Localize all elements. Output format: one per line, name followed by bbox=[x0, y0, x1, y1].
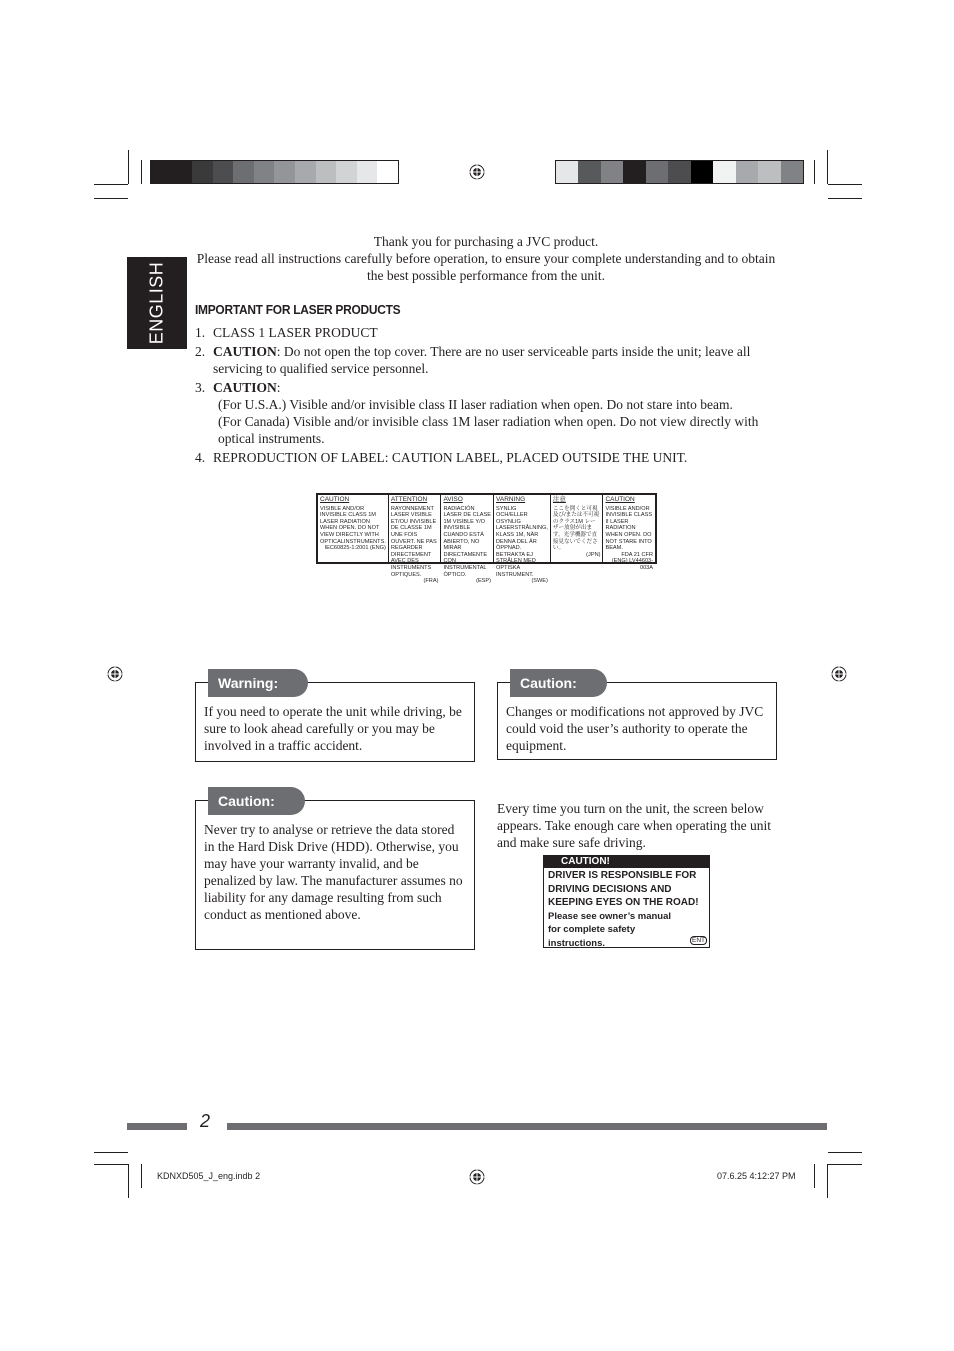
color-calibration-bar-right bbox=[555, 160, 804, 184]
registration-mark-icon bbox=[831, 666, 847, 682]
page-bar-left bbox=[127, 1123, 187, 1130]
list-item-text: : bbox=[276, 380, 281, 395]
caution-label-cell bbox=[389, 495, 442, 585]
caution-label-heading: VARNING bbox=[496, 496, 526, 503]
color-swatch bbox=[213, 161, 234, 183]
startup-screen-note: Every time you turn on the unit, the screen below appears. Take enough care when operating the unit and make sure safe driving. bbox=[497, 801, 771, 850]
page-number: 2 bbox=[200, 1111, 211, 1131]
list-item-number: 1. bbox=[195, 325, 206, 340]
color-swatch bbox=[151, 161, 172, 183]
slug-filename: KDNXD505_J_eng.indb 2 bbox=[157, 1171, 261, 1181]
color-swatch bbox=[357, 161, 378, 183]
caution-label-footer: IEC60825-1:2001 (ENG) bbox=[324, 545, 386, 552]
screen-header: CAUTION! bbox=[544, 856, 709, 868]
caution-box-label: Caution: bbox=[510, 669, 607, 697]
color-swatch bbox=[172, 161, 193, 183]
crop-mark-bottom-right-v2 bbox=[814, 1164, 815, 1188]
crop-mark-bottom-left-v2 bbox=[141, 1164, 142, 1188]
color-calibration-bar-left bbox=[150, 160, 399, 184]
caution-label-heading: CAUTION bbox=[320, 496, 350, 503]
caution-box-text: Never try to analyse or retrieve the data stored in the Hard Disk Drive (HDD). Otherwise, you may have your warranty invalid, and be penalized by law. The manufacturer assumes no liability for any damage resulting from such conduct as mentioned above. bbox=[204, 822, 463, 922]
color-swatch bbox=[668, 161, 690, 183]
color-swatch bbox=[377, 161, 398, 183]
crop-mark-bottom-left-h2 bbox=[94, 1164, 128, 1165]
list-item-number: 3. bbox=[195, 380, 206, 395]
startup-caution-screen bbox=[543, 855, 710, 948]
intro-line-1: Thank you for purchasing a JVC product. bbox=[373, 234, 599, 249]
caution-label-footer: (ESP) bbox=[476, 578, 491, 585]
intro-line-2: Please read all instructions carefully before operation, to ensure your complete understanding and to obtain the best possible performance from the unit. bbox=[196, 251, 776, 283]
color-swatch bbox=[623, 161, 645, 183]
color-swatch bbox=[254, 161, 275, 183]
list-item bbox=[195, 324, 775, 341]
color-swatch bbox=[578, 161, 600, 183]
color-swatch bbox=[274, 161, 295, 183]
color-swatch bbox=[233, 161, 254, 183]
caution-label-heading: AVISO bbox=[443, 496, 463, 503]
crop-mark-top-left-v bbox=[128, 150, 129, 184]
crop-mark-bottom-right-h bbox=[828, 1152, 862, 1153]
caution-box-label: Caution: bbox=[208, 787, 305, 815]
caution-label-body: SYNLIG OCH/ELLER OSYNLIG LASERSTRÅLNING, KLASS 1M, NÄR DENNA DEL ÄR ÖPPNAD. BETRAKTA EJ STRÅLEN MED OPTISKA INSTRUMENT. bbox=[496, 505, 548, 578]
color-swatch bbox=[646, 161, 668, 183]
crop-mark-top-right-v2 bbox=[814, 160, 815, 184]
caution-keyword: CAUTION bbox=[213, 344, 277, 359]
caution-label-heading: ATTENTION bbox=[390, 496, 428, 503]
language-tab bbox=[127, 257, 187, 349]
caution-box-modifications bbox=[497, 675, 777, 760]
slug-timestamp: 07.6.25 4:12:27 PM bbox=[717, 1171, 796, 1181]
caution-box-hdd bbox=[195, 793, 475, 950]
list-item-sub-usa: (For U.S.A.) Visible and/or invisible class II laser radiation when open. Do not stare into beam. bbox=[218, 397, 733, 412]
caution-label-heading: CAUTION bbox=[605, 496, 635, 503]
list-item bbox=[195, 379, 775, 447]
caution-keyword: CAUTION bbox=[213, 380, 277, 395]
crop-mark-top-right-v bbox=[827, 150, 828, 184]
color-swatch bbox=[192, 161, 213, 183]
caution-label-body: VISIBLE AND/OR INVISIBLE CLASS 1M LASER RADIATION WHEN OPEN. DO NOT VIEW DIRECTLY WITH OPTICALINSTRUMENTS. bbox=[320, 505, 386, 545]
list-item-text: REPRODUCTION OF LABEL: CAUTION LABEL, PLACED OUTSIDE THE UNIT. bbox=[213, 450, 688, 465]
intro-text bbox=[190, 233, 782, 284]
list-item-number: 2. bbox=[195, 344, 206, 359]
caution-label-cell bbox=[494, 495, 551, 585]
list-item-text: CLASS 1 LASER PRODUCT bbox=[213, 325, 378, 340]
crop-mark-top-left-v2 bbox=[141, 160, 142, 184]
color-swatch bbox=[601, 161, 623, 183]
caution-label-body: RADIACIÓN LASER DE CLASE 1M VISIBLE Y/O INVISIBLE CUANDO ESTÁ ABIERTO, NO MIRAR DIRECTAMENTE CON INSTRUMENTAL ÓPTICO. bbox=[443, 505, 492, 578]
ent-icon: ENT bbox=[692, 937, 705, 944]
caution-label-footer: (FRA) bbox=[423, 578, 439, 585]
screen-line: Please see owner’s manual bbox=[548, 910, 672, 922]
screen-line: for complete safety bbox=[548, 924, 636, 935]
screen-line: KEEPING EYES ON THE ROAD! bbox=[548, 897, 699, 908]
laser-section-title: IMPORTANT FOR LASER PRODUCTS bbox=[195, 302, 401, 317]
caution-box-text: Changes or modifications not approved by JVC could void the user’s authority to operate the equipment. bbox=[506, 704, 764, 753]
crop-mark-bottom-left-v bbox=[128, 1164, 129, 1198]
color-swatch bbox=[316, 161, 337, 183]
color-swatch bbox=[691, 161, 713, 183]
crop-mark-top-left-h bbox=[94, 184, 128, 185]
caution-label-reproduction bbox=[316, 493, 657, 585]
warning-box-label: Warning: bbox=[208, 669, 308, 697]
crop-mark-bottom-right-h2 bbox=[828, 1164, 862, 1165]
registration-mark-icon bbox=[469, 164, 485, 180]
color-swatch bbox=[758, 161, 780, 183]
crop-mark-top-left-h2 bbox=[94, 198, 128, 199]
registration-mark-icon bbox=[469, 1169, 485, 1185]
caution-label-cell bbox=[441, 495, 494, 585]
caution-label-cell bbox=[603, 495, 655, 571]
color-swatch bbox=[713, 161, 735, 183]
color-swatch bbox=[336, 161, 357, 183]
registration-mark-icon bbox=[107, 666, 123, 682]
crop-mark-bottom-right-v bbox=[827, 1164, 828, 1198]
caution-label-footer: FDA 21 CFR (ENG) LV44603-003A bbox=[611, 551, 654, 571]
crop-mark-top-right-h2 bbox=[828, 198, 862, 199]
page-bar-right bbox=[227, 1123, 827, 1130]
color-swatch bbox=[556, 161, 578, 183]
color-swatch bbox=[295, 161, 316, 183]
crop-mark-top-right-h bbox=[828, 184, 862, 185]
caution-label-body: VISIBLE AND/OR INVISIBLE CLASS II LASER RADIATION WHEN OPEN. DO NOT STARE INTO BEAM. bbox=[605, 505, 653, 552]
color-swatch bbox=[736, 161, 758, 183]
warning-box bbox=[195, 675, 475, 762]
list-item bbox=[195, 449, 775, 466]
caution-label-cell bbox=[551, 495, 604, 562]
caution-label-cell bbox=[318, 495, 389, 562]
screen-line: instructions. bbox=[548, 937, 606, 949]
screen-line: DRIVING DECISIONS AND bbox=[548, 883, 672, 895]
language-tab-label: ENGLISH bbox=[146, 261, 167, 345]
caution-label-footer: (SWE) bbox=[531, 578, 548, 585]
laser-list bbox=[195, 324, 775, 468]
list-item-sub-canada: (For Canada) Visible and/or invisible class 1M laser radiation when open. Do not view directly with optical instruments. bbox=[218, 414, 759, 446]
caution-label-heading: 注意 bbox=[552, 496, 566, 503]
color-swatch bbox=[781, 161, 803, 183]
caution-label-footer: (JPN) bbox=[586, 551, 601, 558]
crop-mark-bottom-left-h bbox=[94, 1152, 128, 1153]
list-item bbox=[195, 343, 775, 377]
list-item-text: : Do not open the top cover. There are no user serviceable parts inside the unit; leave all servicing to qualified service personnel. bbox=[213, 344, 751, 376]
list-item-number: 4. bbox=[195, 450, 206, 465]
screen-line: DRIVER IS RESPONSIBLE FOR bbox=[548, 870, 697, 881]
caution-label-body: RAYONNEMENT LASER VISIBLE ET/OU INVISIBLE DE CLASSE 1M UNE FOIS OUVERT. NE PAS REGARDER DIRECTEMENT AVEC DES INSTRUMENTS OPTIQUES. bbox=[390, 505, 437, 578]
warning-box-text: If you need to operate the unit while driving, be sure to look ahead carefully or you may be involved in a traffic accident. bbox=[204, 704, 462, 753]
caution-label-body: ここを開くと可視及び/または不可視のクラス1M レーザー放射が出ます。光学機器で直接見ないでください。 bbox=[552, 505, 600, 552]
